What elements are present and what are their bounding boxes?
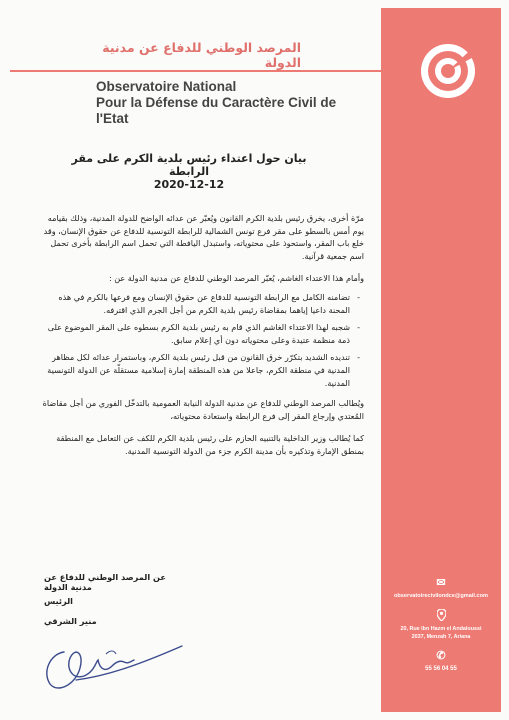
signature-name: منير الشرقي [44, 616, 97, 626]
handwritten-signature [36, 632, 186, 694]
document-date: 2020-12-12 [153, 178, 225, 191]
org-name-french-line2: Pour la Défense du Caractère Civil de l'Etat [96, 95, 337, 126]
email-text[interactable]: observatoirecivilondce@gmail.com [393, 593, 489, 599]
org-name-french-line1: Observatoire National [96, 79, 237, 94]
email-block [381, 578, 501, 599]
paragraph-prosecution-demand: ويُطالب المرصد الوطني للدفاع عن مدنية الدولة النيابة العمومية بالتدخّل الفوري من أجل مقاضاة المُعتدي وإرجاع المقر إلى فرع الرابطة واستعادة محتوياته، [42, 398, 364, 421]
phone-icon: ✆ [436, 650, 446, 662]
paragraph-lead-in: وأمام هذا الاعتداء الغاشم، يُعبّر المرصد الوطني للدفاع عن مدنية الدولة عن : [108, 273, 364, 284]
demands-list [38, 291, 364, 389]
address-line2: 2037, Menzah 7, Ariana [411, 634, 471, 640]
address-line1: 20, Rue Ibn Hazm el Andaloussi [400, 626, 482, 632]
signature-on-behalf: عن المرصد الوطني للدفاع عن مدنية الدولة [44, 572, 166, 592]
contact-sidebar [381, 8, 501, 712]
list-item: - تضامنه الكامل مع الرابطة التونسية للدفاع عن حقوق الإنسان ومع فرعها بالكرم في هذه المحنة داعيا إياهما بمقاضاة رئيس بلدية الكرم من أجل الجرم الذي اقترفه. [38, 291, 350, 316]
list-item: - شجبه لهذا الاعتداء الغاشم الذي قام به رئيس بلدية الكرم بسطوه على المقر الموضوع على ذمة منظمة عتيدة وعلى محتوياته دون أي إعلام سابق. [38, 321, 350, 346]
paragraph-interior-minister-demand: كما يُطالب وزير الداخلية بالتنبيه الحازم على رئيس بلدية الكرم للكف عن التعامل مع المنطقة بمنطق الإمارة وتذكيره بأن مدينة الكرم جزء من الدولة التونسية المدنية. [56, 433, 364, 456]
envelope-icon: ✉ [436, 577, 446, 589]
org-name-arabic: المرصد الوطني للدفاع عن مدنية الدولة [102, 40, 301, 70]
phone-text[interactable]: 55 56 04 55 [425, 666, 457, 672]
location-pin-icon [437, 609, 446, 621]
header-divider [10, 70, 381, 72]
phone-block [381, 651, 501, 672]
signature-role: الرئيس [44, 596, 73, 606]
list-item: - تنديده الشديد بتكرّر خرق القانون من قبل رئيس بلدية الكرم، وباستمرار عدائه لكل مظاهر المدنية في منطقة الكرم، جاعلا من هذه المنطقة إمارة إسلامية مستقلّة عن الدولة التونسية المدنية. [38, 351, 350, 389]
document-title: بيان حول اعتداء رئيس بلدية الكرم على مقر الرابطة [71, 152, 307, 178]
address-block [381, 609, 501, 641]
logo-icon [419, 42, 477, 100]
paragraph-intro: مرّة أخرى، يخرق رئيس بلدية الكرم القانون ويُعبّر عن عدائه الواضح للدولة المدنية، وذلك بقيامه يوم أمس بالسطو على مقر فرع تونس الشمالية للرابطة التونسية للدفاع عن حقوق الإنسان، وقد خلع باب المقر، واستحوذ على محتوياته، واستبدل اليافطة التي تحمل اسم الرابطة بأخرى تحمل اسم جمعية قرآنية. [43, 213, 364, 261]
document-body [38, 212, 364, 468]
org-name-french [96, 79, 366, 127]
